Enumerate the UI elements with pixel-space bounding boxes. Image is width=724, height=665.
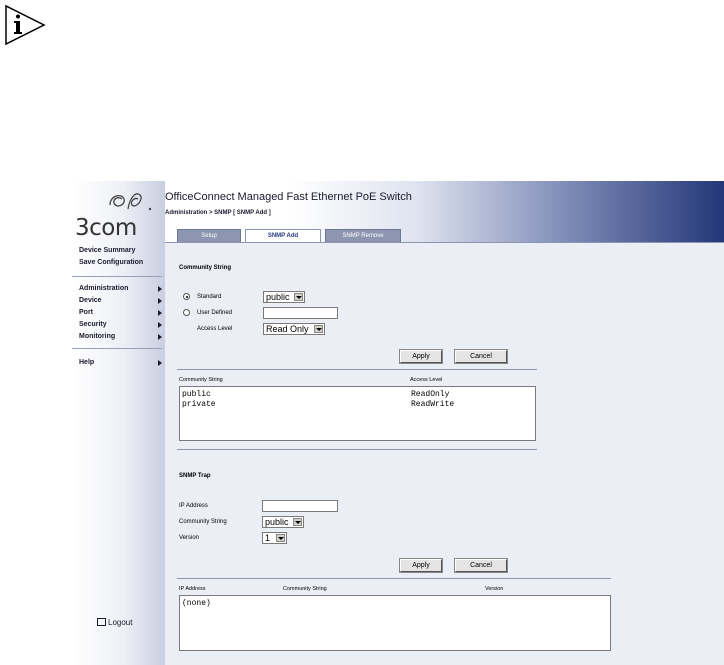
tab-snmp-remove[interactable]: SNMP Remove	[325, 229, 401, 242]
chevron-right-icon	[158, 286, 162, 292]
section-divider	[177, 369, 537, 370]
brand-logo	[72, 187, 165, 241]
sidebar-menu-administration[interactable]: Administration	[79, 285, 129, 292]
chevron-right-icon	[158, 334, 162, 340]
column-header-access-level: Access Level	[410, 377, 443, 383]
standard-community-value: public	[266, 292, 290, 302]
trap-ip-input[interactable]	[262, 500, 338, 512]
info-note-icon	[4, 4, 46, 46]
sidebar-menu-device[interactable]: Device	[79, 297, 102, 304]
sidebar-menu-security[interactable]: Security	[79, 321, 107, 328]
community-section-title: Community String	[179, 265, 231, 271]
section-divider	[177, 449, 537, 450]
section-divider	[177, 578, 611, 579]
tab-setup[interactable]: Setup	[177, 229, 241, 242]
sidebar-save-configuration[interactable]: Save Configuration	[79, 259, 144, 266]
community-list[interactable]	[179, 386, 536, 441]
community-cancel-button[interactable]: Cancel	[455, 350, 507, 363]
trap-ip-label: IP Address	[179, 503, 208, 509]
trap-community-value: public	[265, 517, 289, 527]
chevron-down-icon	[276, 534, 285, 542]
header-banner	[165, 181, 724, 242]
access-level-select[interactable]	[263, 323, 325, 335]
chevron-right-icon	[158, 310, 162, 316]
3com-swirl-icon	[106, 189, 156, 213]
sidebar	[72, 181, 165, 665]
standard-radio[interactable]	[183, 293, 190, 300]
column-header-ip-address: IP Address	[179, 586, 206, 592]
access-level-label: Access Level	[197, 326, 233, 332]
chevron-down-icon	[294, 293, 303, 301]
sidebar-menu-help[interactable]: Help	[79, 359, 95, 366]
trap-community-label: Community String	[179, 519, 227, 525]
sidebar-menu-monitoring[interactable]: Monitoring	[79, 333, 116, 340]
standard-community-select[interactable]	[263, 291, 305, 303]
trap-version-label: Version	[179, 535, 200, 541]
trap-section-title: SNMP Trap	[179, 473, 211, 479]
product-title: OfficeConnect Managed Fast Ethernet PoE Switch	[165, 191, 412, 203]
community-name: public	[182, 390, 211, 399]
access-level-cell: ReadOnly	[411, 390, 450, 399]
tab-snmp-add[interactable]: SNMP Add	[245, 229, 321, 243]
list-item[interactable]	[182, 400, 216, 409]
brand-wordmark: 3com	[75, 215, 137, 241]
main-panel	[165, 181, 724, 665]
trap-list[interactable]	[179, 595, 611, 651]
trap-apply-button[interactable]: Apply	[400, 559, 442, 572]
tab-strip-divider	[165, 242, 724, 243]
access-level-cell: ReadWrite	[411, 400, 455, 409]
column-header-community-string: Community String	[283, 586, 327, 592]
sidebar-menu-port[interactable]: Port	[79, 309, 93, 316]
standard-label: Standard	[197, 294, 222, 300]
sidebar-divider	[72, 348, 162, 349]
app-window	[72, 181, 724, 665]
user-defined-radio[interactable]	[183, 309, 190, 316]
list-item: (none)	[182, 599, 211, 608]
user-defined-input[interactable]	[263, 307, 338, 319]
column-header-community-string: Community String	[179, 377, 223, 383]
trap-version-select[interactable]	[262, 532, 287, 544]
chevron-right-icon	[158, 360, 162, 366]
sidebar-divider	[72, 276, 162, 277]
breadcrumb: Administration > SNMP [ SNMP Add ]	[165, 210, 271, 216]
logout-icon	[97, 618, 106, 626]
chevron-down-icon	[314, 325, 323, 333]
trap-community-select[interactable]	[262, 516, 304, 528]
logout-link[interactable]	[97, 618, 132, 627]
community-apply-button[interactable]: Apply	[400, 350, 442, 363]
access-level-value: Read Only	[266, 324, 309, 334]
list-item[interactable]	[182, 390, 211, 399]
trap-cancel-button[interactable]: Cancel	[455, 559, 507, 572]
chevron-right-icon	[158, 322, 162, 328]
user-defined-label: User Defined	[197, 310, 233, 316]
column-header-version: Version	[485, 586, 504, 592]
chevron-down-icon	[293, 518, 302, 526]
sidebar-device-summary[interactable]: Device Summary	[79, 247, 136, 254]
trap-version-value: 1	[265, 533, 271, 543]
community-name: private	[182, 400, 216, 409]
logout-label: Logout	[108, 618, 133, 627]
chevron-right-icon	[158, 298, 162, 304]
